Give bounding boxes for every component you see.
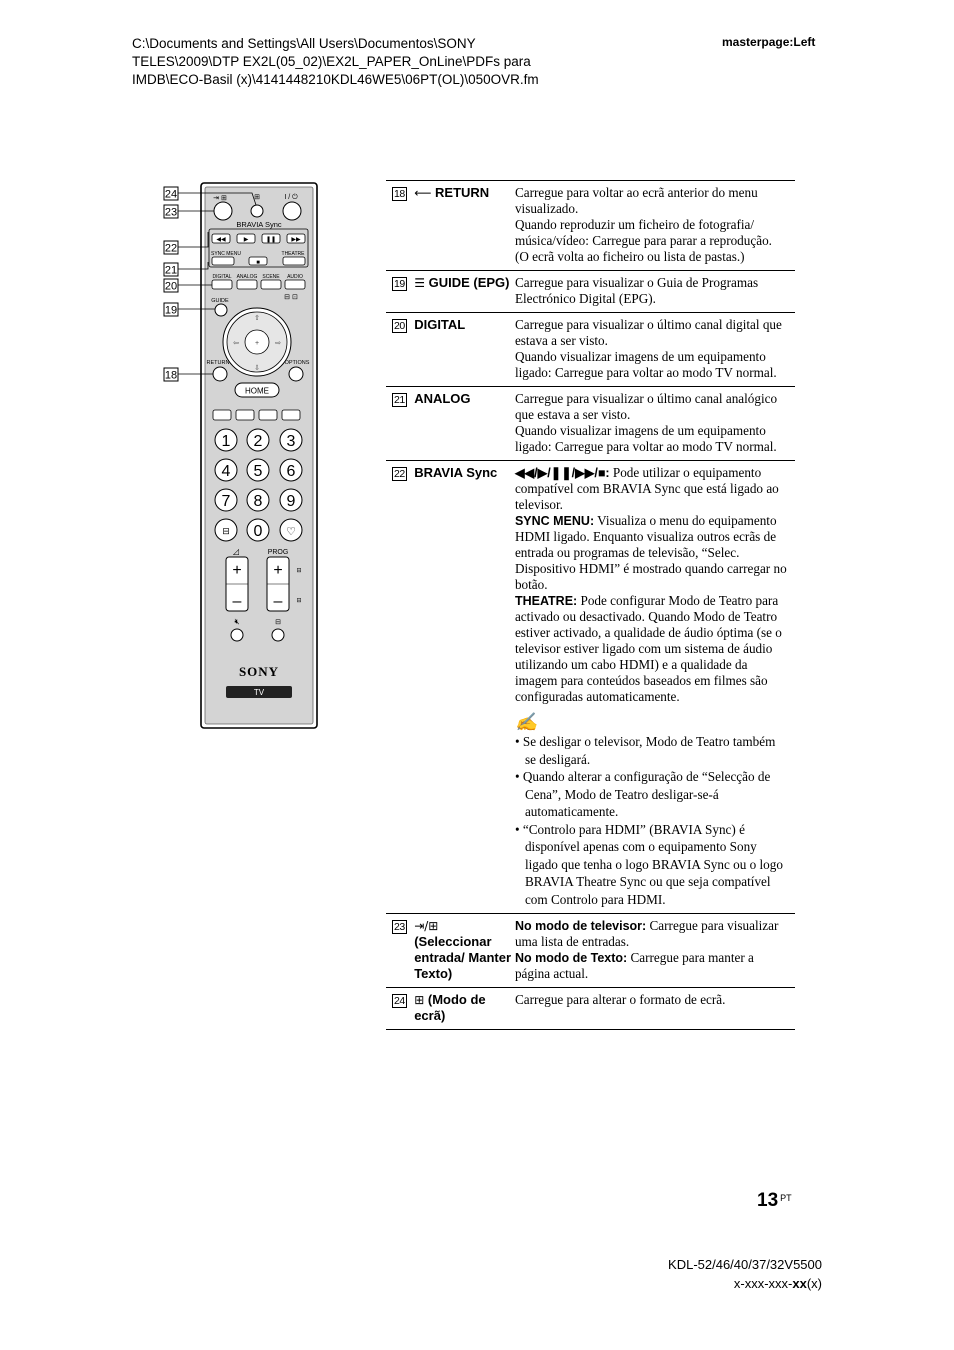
sync-menu-text: Visualiza o menu do equipamento HDMI ligado. Enquanto visualiza outros ecrãs de entrada ou programas de televisão, “Selec. Dispositivo HDMI” é mostrado quando carregar no botão. <box>514 513 787 592</box>
notes-list <box>515 733 789 908</box>
mute-button[interactable] <box>231 629 243 641</box>
table-row <box>386 387 795 461</box>
row-number: 20 <box>394 320 405 332</box>
audio-button[interactable] <box>285 280 305 289</box>
row-description: Carregue para voltar ao ecrã anterior do menu visualizado. <box>514 185 758 216</box>
row-description: Quando reproduzir um ficheiro de fotografia/ música/vídeo: Carregue para parar a reprodução. (O ecrã volta ao ficheiro ou lista de pastas.) <box>514 217 772 264</box>
row-name: DIGITAL <box>414 317 466 332</box>
svg-text:+: + <box>232 562 242 579</box>
row-number: 23 <box>394 921 405 933</box>
key-4-label: 4 <box>221 463 231 480</box>
key-5-label: 5 <box>253 463 263 480</box>
callout-20: 20 <box>164 280 178 293</box>
row-name: (Modo de ecrã) <box>414 992 486 1023</box>
doc-code-prefix: x-xxx-xxx- <box>733 1276 793 1291</box>
header-path-line: IMDB\ECO-Basil (x)\4141448210KDL46WE5\06PT(OL)\050OVR.fm <box>132 72 539 87</box>
callout-18: 18 <box>164 369 178 382</box>
row-number: 24 <box>394 995 405 1007</box>
theatre-label: THEATRE <box>281 251 305 257</box>
tv-mode-text: Carregue para visualizar uma lista de entradas. <box>514 918 779 949</box>
theatre-label: THEATRE: <box>514 594 578 608</box>
table-row <box>386 181 795 271</box>
subtitle-button[interactable] <box>272 629 284 641</box>
digital-button[interactable] <box>212 280 232 289</box>
text-mode-text: Carregue para manter a página actual. <box>514 950 754 981</box>
remote-svg <box>160 180 320 732</box>
guide-button[interactable] <box>215 304 227 316</box>
analog-label: ANALOG <box>236 274 258 280</box>
row-description: Carregue para visualizar o último canal digital que estava a ser visto. <box>514 317 782 348</box>
header-path-line: C:\Documents and Settings\All Users\Documentos\SONY <box>132 36 476 51</box>
playback-label: ◀◀/▶/❚❚/▶▶/■: <box>514 466 610 480</box>
page-language: PT <box>780 1193 792 1203</box>
input-hold-icon: ⇥/⊞ <box>414 919 439 933</box>
row-number: 21 <box>394 394 405 406</box>
svg-text:♡: ♡ <box>286 526 296 538</box>
row-description: Carregue para visualizar o último canal analógico que estava a ser visto. <box>514 391 778 422</box>
key-8-label: 8 <box>253 493 263 510</box>
svg-text:⇩: ⇩ <box>254 365 260 372</box>
power-label: I / ⏻ <box>284 194 298 201</box>
home-label: HOME <box>245 386 269 396</box>
green-key[interactable] <box>236 410 254 420</box>
note-item: • Se desligar o televisor, Modo de Teatro também se desligará. <box>515 733 789 768</box>
svg-text:+: + <box>254 340 260 347</box>
svg-text:⇧: ⇧ <box>254 315 260 322</box>
key-7-label: 7 <box>221 493 231 510</box>
svg-text:⊟ ⊡: ⊟ ⊡ <box>284 294 298 301</box>
row-name: ANALOG <box>414 391 471 406</box>
svg-text:⊞: ⊞ <box>254 194 260 201</box>
svg-text:■: ■ <box>256 260 260 266</box>
prog-label: PROG <box>267 549 289 556</box>
row-name: GUIDE (EPG) <box>428 275 510 290</box>
guide-label: GUIDE <box>211 298 229 304</box>
options-button[interactable] <box>289 367 303 381</box>
row-name: (Seleccionar entrada/ Manter Texto) <box>414 934 512 981</box>
sync-menu-label: SYNC MENU <box>210 251 242 257</box>
blue-key[interactable] <box>282 410 300 420</box>
page-number-value: 13 <box>757 1190 779 1211</box>
sync-menu-button[interactable] <box>212 257 234 265</box>
return-icon: ⟵ <box>414 186 432 200</box>
remote-body-face <box>205 187 313 724</box>
remote-callouts <box>164 187 178 382</box>
svg-text:◿: ◿ <box>232 547 240 556</box>
row-description: Carregue para alterar o formato de ecrã. <box>514 992 726 1007</box>
screen-mode-icon: ⊞ <box>414 993 425 1007</box>
svg-text:◀◀: ◀◀ <box>216 237 226 243</box>
svg-text:–: – <box>273 593 283 610</box>
doc-code <box>668 1274 822 1293</box>
row-description: Quando visualizar imagens de um equipamento ligado: Carregue para voltar ao modo TV normal. <box>514 423 777 454</box>
theatre-text: Pode configurar Modo de Teatro para activado ou desactivado. Quando Modo de Teatro estiver activado, a qualidade de áudio óptima (se o televisor estiver ligado com um sistema de áudio utilizando um cabo HDMI) e a qualidade da imagem para conteúdos baseados em filmes são configuradas automaticamente. <box>514 593 782 704</box>
playback-text: Pode utilizar o equipamento compatível com BRAVIA Sync que está ligado ao televisor. <box>514 465 779 512</box>
svg-text:+: + <box>273 562 283 579</box>
tv-mode-label: No modo de televisor: <box>514 919 647 933</box>
callout-23: 23 <box>164 206 178 219</box>
scene-button[interactable] <box>261 280 281 289</box>
svg-text:▶: ▶ <box>243 237 249 243</box>
theatre-button[interactable] <box>283 257 305 265</box>
return-button[interactable] <box>213 367 227 381</box>
audio-label: AUDIO <box>287 274 303 280</box>
key-9-label: 9 <box>286 493 296 510</box>
svg-text:⊟: ⊟ <box>296 598 302 604</box>
table-row <box>386 988 795 1030</box>
input-hold-button[interactable] <box>214 202 232 220</box>
masterpage-label: masterpage:Left <box>722 35 816 49</box>
power-button[interactable] <box>283 202 301 220</box>
callout-24: 24 <box>164 188 178 201</box>
svg-text:⊟: ⊟ <box>296 568 302 574</box>
model-number: KDL-52/46/40/37/32V5500 <box>668 1257 822 1272</box>
note-item: • “Controlo para HDMI” (BRAVIA Sync) é disponível apenas com o equipamento Sony ligado que tenha o logo BRAVIA Sync ou o logo BRAVIA Theatre Sync ou que seja compatível com Controlo para HDMI. <box>515 821 789 909</box>
remote-control-illustration <box>160 180 320 732</box>
callout-19: 19 <box>164 304 178 317</box>
digital-label: DIGITAL <box>212 274 232 280</box>
note-pencil-icon: ✍ <box>514 712 538 732</box>
row-number: 19 <box>394 278 405 290</box>
doc-code-bold: xx <box>792 1276 807 1291</box>
svg-text:⇦: ⇦ <box>233 340 239 347</box>
guide-icon: ☰ <box>414 276 425 290</box>
callout-22: 22 <box>164 242 178 255</box>
button-description-table <box>386 180 795 1030</box>
svg-text:–: – <box>232 593 242 610</box>
key-2-label: 2 <box>253 433 263 450</box>
row-number: 22 <box>394 468 405 480</box>
text-mode-label: No modo de Texto: <box>514 951 628 965</box>
bravia-sync-label: BRAVIA Sync <box>236 220 282 229</box>
key-1-label: 1 <box>221 433 231 450</box>
key-6-label: 6 <box>286 463 296 480</box>
analog-button[interactable] <box>237 280 257 289</box>
callout-21: 21 <box>164 264 178 277</box>
footer <box>668 1255 822 1293</box>
tv-label: TV <box>253 688 265 697</box>
red-key[interactable] <box>213 410 231 420</box>
svg-text:⇨: ⇨ <box>275 340 281 347</box>
yellow-key[interactable] <box>259 410 277 420</box>
svg-text:❚❚: ❚❚ <box>265 237 277 243</box>
row-description: Quando visualizar imagens de um equipamento ligado: Carregue para voltar ao modo TV normal. <box>514 349 777 380</box>
svg-text:⊟: ⊟ <box>275 619 281 626</box>
row-description: Carregue para visualizar o Guia de Programas Electrónico Digital (EPG). <box>514 275 759 306</box>
doc-code-suffix: (x) <box>806 1276 822 1291</box>
scene-label: SCENE <box>262 274 280 280</box>
row-number: 18 <box>394 188 405 200</box>
note-item: • Quando alterar a configuração de “Selecção de Cena”, Modo de Teatro desligar-se-á automaticamente. <box>515 768 789 821</box>
table-row <box>386 271 795 313</box>
table-row <box>386 461 795 914</box>
row-name: RETURN <box>435 185 490 200</box>
key-0-label: 0 <box>253 523 263 540</box>
svg-text:⊟: ⊟ <box>222 526 230 536</box>
return-label: RETURN <box>206 360 230 366</box>
row-name: BRAVIA Sync <box>414 465 498 480</box>
key-3-label: 3 <box>286 433 296 450</box>
page-number <box>757 1190 792 1212</box>
header-path-line: TELES\2009\DTP EX2L(05_02)\EX2L_PAPER_OnLine\PDFs para <box>132 54 531 69</box>
svg-text:▶▶: ▶▶ <box>291 237 301 243</box>
svg-text:🔇︎: 🔇︎ <box>234 617 240 626</box>
screen-mode-button[interactable] <box>251 205 263 217</box>
table-row <box>386 914 795 988</box>
sync-menu-label: SYNC MENU: <box>514 514 595 528</box>
table-row <box>386 313 795 387</box>
sony-logo: SONY <box>238 664 280 679</box>
svg-text:⇥ ⊞: ⇥ ⊞ <box>213 195 227 202</box>
options-label: OPTIONS <box>284 360 310 366</box>
header-file-path <box>132 35 652 89</box>
